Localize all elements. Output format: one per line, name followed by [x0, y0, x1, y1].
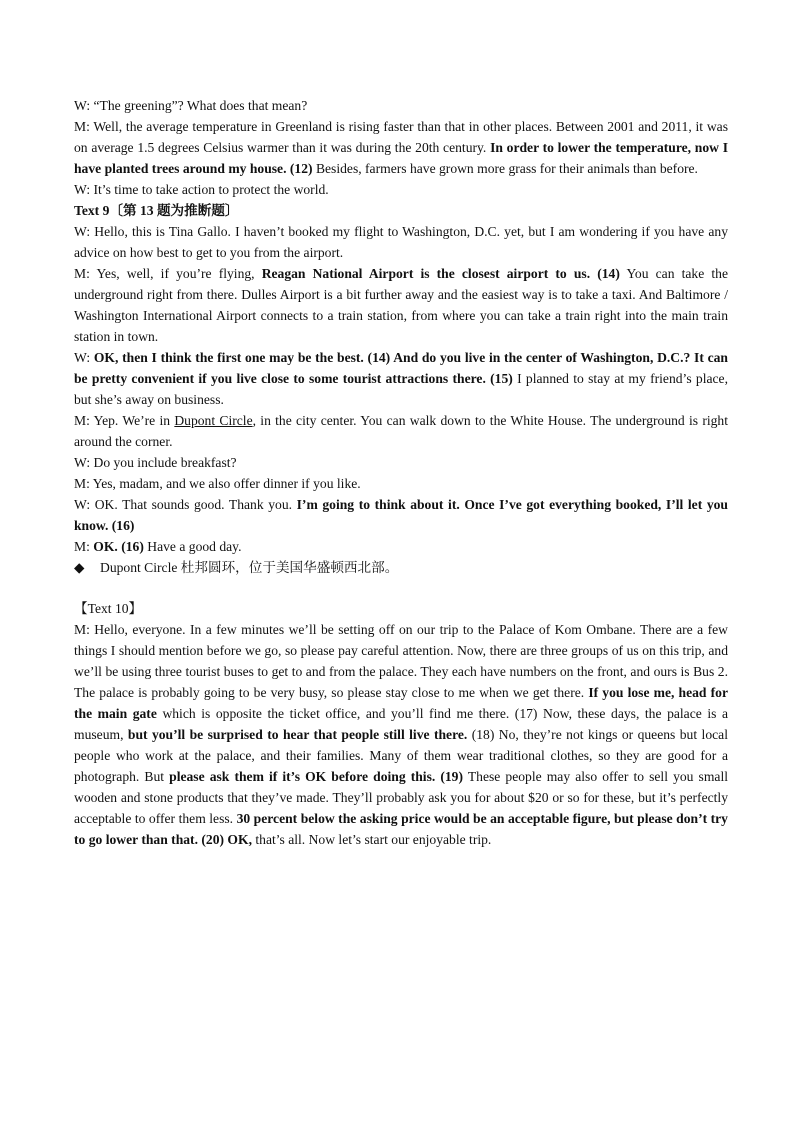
- key-sentence: OK, then I think the first one may be the best. (14) And do you live in the center of Washington, D.C.? It can be pretty convenient if you live close to some tourist attractions there. (15): [74, 350, 728, 386]
- dialogue-text: , in the city center. You can walk down to the White House. The underground is right around the corner.: [74, 413, 729, 449]
- key-sentence: OK. (16): [93, 539, 144, 554]
- monologue-text: which is opposite the ticket office, and you’ll find me there. (17) Now, these days, the palace is a museum,: [74, 706, 729, 742]
- dialogue-line: M: Yes, madam, and we also offer dinner if you like.: [74, 476, 361, 491]
- dialogue-text: M: Well, the average temperature in Greenland is rising faster than that in other places. Between 2001 and 2011, it was on average 1.5 degrees Celsius warmer than it was during the 20th century.: [74, 119, 728, 155]
- monologue-text: that’s all. Now let’s start our enjoyable trip.: [251, 832, 492, 847]
- dialogue-line: [74, 263, 728, 347]
- monologue-text: M: Hello, everyone. In a few minutes we’ll be setting off on our trip to the Palace of Kom Ombane. There are a few things I should mention before we go, so please pay careful attention. Now, there are three groups of us on this trip, and we’ll be using three tourist buses to get to and from the palace. They each have numbers on the front, and ours is Bus 2. The palace is probably going to be very busy, so please stay close to me when we get there.: [74, 622, 728, 700]
- dialogue-line: [74, 494, 728, 536]
- diamond-bullet-icon: ◆: [74, 560, 85, 575]
- monologue-text: (18) No, they’re not kings or queens but local people who work at the palace, and their families. Many of them wear traditional clothes, so they are good for a photograph. But: [74, 727, 728, 784]
- key-sentence: please ask them if it’s OK before doing this. (19): [169, 769, 464, 784]
- dialogue-line: [74, 347, 728, 410]
- dialogue-text: W:: [74, 350, 94, 365]
- monologue-paragraph: [74, 619, 728, 850]
- dialogue-text: M: Yes, well, if you’re flying,: [74, 266, 262, 281]
- dialogue-text: You can take the underground right from there. Dulles Airport is a bit further away and the easiest way is to take a taxi. And Baltimore / Washington International Airport connects to a train station, from where you can take a train right into the main train station in town.: [74, 266, 728, 344]
- dialogue-text: Besides, farmers have grown more grass for their animals than before.: [312, 161, 698, 176]
- footnote: [74, 557, 728, 578]
- dialogue-text: I planned to stay at my friend’s place, but she’s away on business.: [74, 371, 728, 407]
- dialogue-line: W: Do you include breakfast?: [74, 455, 237, 470]
- dialogue-line: [74, 536, 728, 557]
- section-heading-text9: Text 9〔第 13 题为推断题〕: [74, 203, 239, 218]
- monologue-text: These people may also offer to sell you small wooden and stone products that they’ve made. They’ll probably ask you for about $20 or so for these, but it’s perfectly acceptable to offer them less.: [74, 769, 729, 826]
- dialogue-text: M:: [74, 539, 94, 554]
- dialogue-text: Have a good day.: [143, 539, 242, 554]
- key-sentence: Reagan National Airport is the closest airport to us. (14): [261, 266, 620, 281]
- key-sentence: but you’ll be surprised to hear that people still live there.: [127, 727, 468, 742]
- dialogue-line: [74, 116, 728, 179]
- key-sentence: If you lose me, head for the main gate: [74, 685, 728, 721]
- key-sentence: In order to lower the temperature, now I have planted trees around my house. (12): [74, 140, 728, 176]
- dialogue-line: W: “The greening”? What does that mean?: [74, 98, 308, 113]
- dialogue-line: W: Hello, this is Tina Gallo. I haven’t booked my flight to Washington, D.C. yet, but I am wondering if you have any advice on how best to get to you from the airport.: [74, 224, 728, 260]
- transcript-body: [74, 95, 728, 850]
- key-sentence: 30 percent below the asking price would be an acceptable figure, but please don’t try to go lower than that. (20) OK,: [74, 811, 728, 847]
- key-sentence: I’m going to think about it. Once I’ve got everything booked, I’ll let you know. (16): [74, 497, 728, 533]
- underlined-term: Dupont Circle: [174, 413, 253, 428]
- section-heading-text10: 【Text 10】: [74, 601, 143, 616]
- dialogue-line: [74, 410, 728, 452]
- footnote-text: Dupont Circle 杜邦圆环，位于美国华盛顿西北部。: [100, 560, 399, 575]
- dialogue-text: W: OK. That sounds good. Thank you.: [74, 497, 297, 512]
- dialogue-line: W: It’s time to take action to protect the world.: [74, 182, 329, 197]
- dialogue-text: M: Yep. We’re in: [74, 413, 175, 428]
